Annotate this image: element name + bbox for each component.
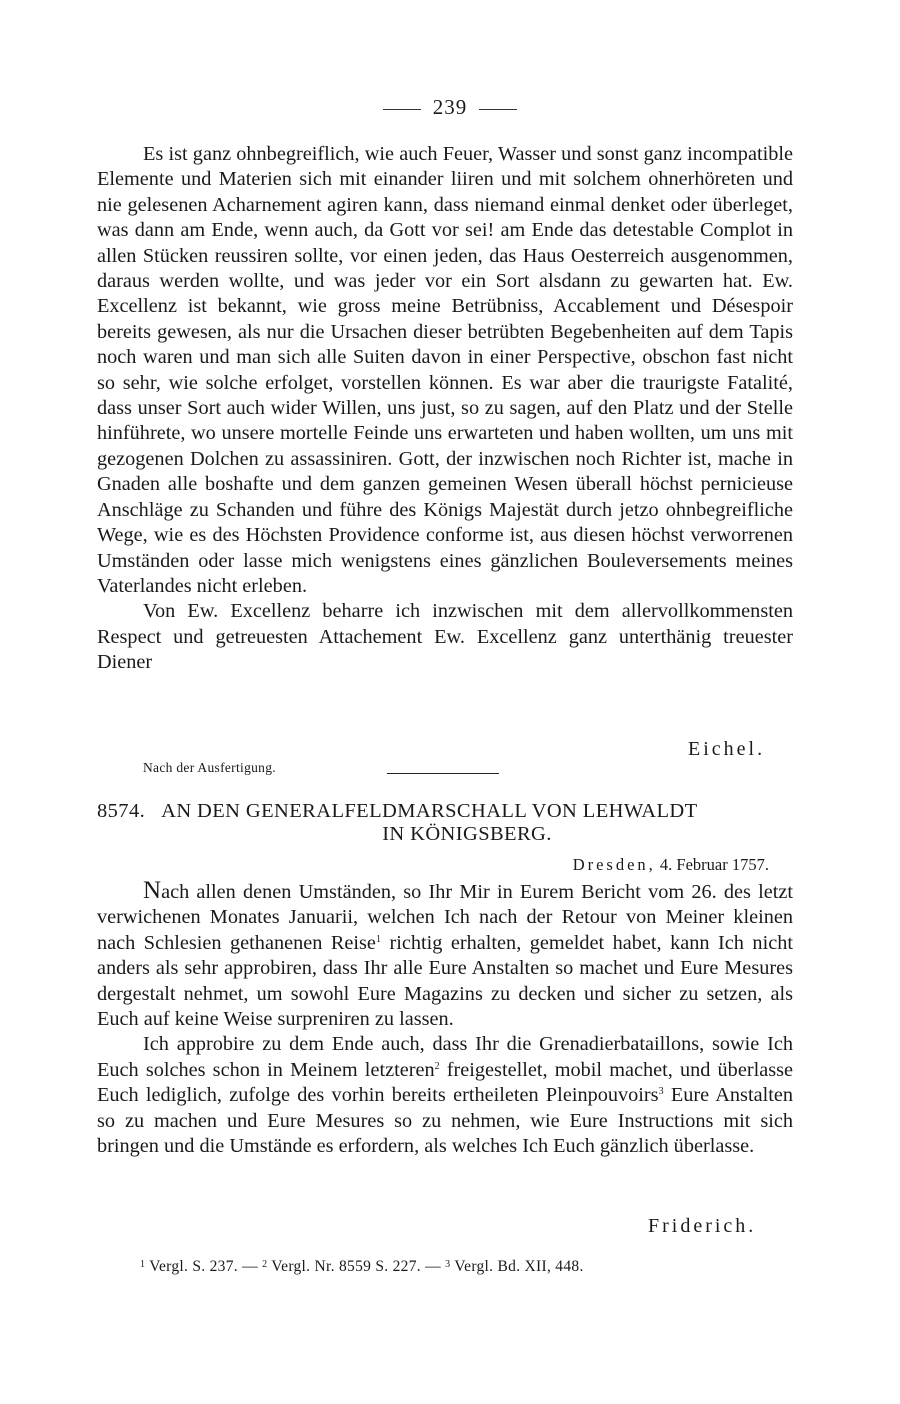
footnote-1: Vergl. S. 237. xyxy=(149,1258,238,1275)
heading-line-1: AN DEN GENERALFELDMARSCHALL VON LEHWALDT xyxy=(161,800,698,822)
letter2-p1-text-a: ach allen denen Umständen, so Ihr Mir in Eurem Bericht vom 26. des letzt verwichenen Monates Januarii, welchen Ich nach der Retour von Meiner kleinen nach Schlesien gethanenen Reise xyxy=(97,881,793,954)
letter1-body xyxy=(97,142,793,676)
letter1-paragraph-2: Von Ew. Excellenz beharre ich inzwischen mit dem allervollkommensten Respect und getreuesten Attachement Ew. Excellenz ganz unterthänig treuester Diener xyxy=(97,600,793,674)
letter2-heading xyxy=(97,800,793,846)
section-separator xyxy=(387,773,499,774)
letter2-p2-text-a: Ich approbire zu dem Ende auch, dass Ihr die Grenadierbataillons, sowie Ich Euch solches schon in Meinem letzteren xyxy=(97,1033,793,1081)
footnote-2: Vergl. Nr. 8559 S. 227. xyxy=(271,1258,421,1275)
footnote-ref-1: 1 xyxy=(375,933,381,945)
footnote-ref-2: 2 xyxy=(434,1060,440,1072)
footnote-marker-2: 2 xyxy=(262,1259,268,1270)
dateline xyxy=(97,855,769,875)
heading-line-2: IN KÖNIGSBERG. xyxy=(382,823,552,845)
footnote-ref-3: 3 xyxy=(658,1086,664,1098)
letter2-body xyxy=(97,878,793,1159)
footnote-marker-1: 1 xyxy=(140,1259,146,1270)
footnote-marker-3: 3 xyxy=(445,1259,451,1270)
letter1-paragraph-1: Es ist ganz ohnbegreiflich, wie auch Feuer, Wasser und sonst ganz incompatible Elemente und Materien sich mit einander liiren und mit solchem ohnerhöreten und nie gelesenen Acharnement agiren kann, dass niemand einmal denket oder überleget, was dann am Ende, wenn auch, da Gott vor sei! am Ende das detestable Complot in allen Stücken reussiren sollte, vor einen jeden, das Haus Oesterreich ausgenommen, daraus werden wollte, und was jeder vor ein Sort alsdann zu gewarten hat. Ew. Excellenz ist bekannt, wie gross meine Betrübniss, Accablement und Désespoir bereits gewesen, als nur die Ursachen dieser betrübten Begebenheiten auf dem Tapis noch waren und man sich alle Suiten davon in einer Perspective, obschon fast nicht so sehr, wie solche erfolget, vorstellen können. Es war aber die traurigste Fatalité, dass unser Sort auch wider Willen, uns just, so zu sagen, auf den Platz und der Stelle hinführete, wo unsere mortelle Feinde uns erwarteten und haben wollten, um uns mit gezogenen Dolchen zu assassiniren. Gott, der inzwischen noch Richter ist, mache in Gnaden alle boshafte und dem ganzen gemeinen Wesen überall höchst pernicieuse Anschläge zu Schanden und führe des Königs Majestät durch jetzo ohnbegreifliche Wege, wie es des Höchsten Providence conforme ist, aus diesen höchst verworrenen Umständen oder lasse mich wenigstens eines gänzlichen Bouleversements meines Vaterlandes nicht erleben. xyxy=(97,143,793,597)
letter2-paragraph-1 xyxy=(97,878,793,1032)
letter2-paragraph-2 xyxy=(97,1032,793,1159)
drop-cap: N xyxy=(143,877,162,904)
letter2-p2-text-c: Eure Anstalten so zu machen und Eure Mesures so zu nehmen, wie Eure Instructions mit sich bringen und die Umstände es erfordern, als welches Ich Euch gänzlich überlasse. xyxy=(97,1084,793,1158)
letter2-signature: Friderich. xyxy=(648,1215,757,1237)
date-place: Dresden, xyxy=(572,855,656,874)
footnote-separator-1: — xyxy=(242,1258,258,1275)
page-header xyxy=(0,95,900,120)
header-dash-right xyxy=(479,109,517,110)
letter-number: 8574. xyxy=(97,800,146,822)
letter1-signature: Eichel. xyxy=(688,738,766,760)
header-dash-left xyxy=(383,109,421,110)
footnote-separator-2: — xyxy=(425,1258,441,1275)
page-number: 239 xyxy=(432,95,468,119)
letter2-p2-text-b: freigestellet, mobil machet, und überlasse Euch lediglich, zufolge des vorhin bereits ertheileten Pleinpouvoirs xyxy=(97,1058,794,1107)
footnotes xyxy=(140,1258,780,1276)
source-note: Nach der Ausfertigung. xyxy=(143,760,276,775)
letter2-p1-text-b: richtig erhalten, gemeldet habet, kann Ich nicht anders als sehr approbiren, dass Ihr alle Eure Anstalten so machet und Eure Mesures dergestalt nehmet, um sowohl Eure Magazins zu decken und sicher zu setzen, als Euch auf keine Weise surpreniren zu lassen. xyxy=(97,931,793,1031)
footnote-3: Vergl. Bd. XII, 448. xyxy=(454,1258,584,1275)
date-text: 4. Februar 1757. xyxy=(659,855,769,874)
